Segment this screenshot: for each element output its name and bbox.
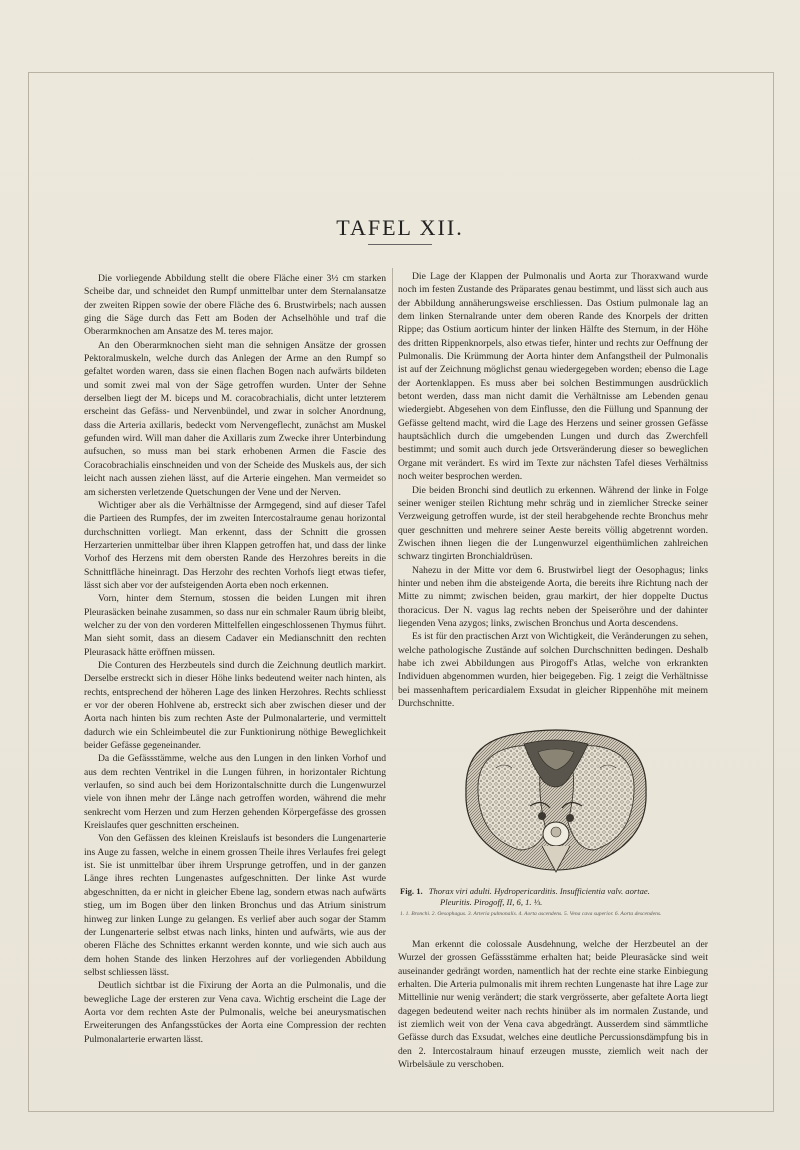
- paragraph: Die Lage der Klappen der Pulmonalis und Aorta zur Thoraxwand wurde noch im festen Zustande des Präparates genau bestimmt, und lässt sich auch aus der Abbildung annäherungsweise erschliessen. Das Ostium pulmonale lag an dem linken Sternalrande unter dem oberen Rande des Knorpels der dritten Rippe; das Ostium aorticum hinter der linken Hälfte des Sternum, in der Höhe des dritten Rippenknorpels, also etwas tiefer, hinter und rechts zur Oeffnung der Pulmonalis. Die Krümmung der Aorta hinter dem Anfangstheil der Pulmonalis ist auf der Zeichnung möglichst genau wiedergegeben worden; ebenso die Lage der Aortenklappen. Es muss aber bei solchen Bestimmungen ausdrücklich betont werden, dass man nicht damit die Verhältnisse am Lebenden genau wiedergiebt. Abgesehen von dem Einflusse, den die Füllung und Spannung der Gefässe geltend macht, wird die Lage des Herzens und seiner grossen Gefässe hauptsächlich durch die umgebenden Lungen und durch das Zwerchfell bestimmt; und somit auch durch jede Ortsveränderung dieser so beweglichen Organe mit verändert. Es wird im Texte zur nächsten Tafel dieses Verhältniss noch weiter besprochen werden.: [398, 271, 708, 483]
- paragraph: Da die Gefässstämme, welche aus den Lungen in den linken Vorhof und aus dem rechten Ventrikel in die Lungen führen, in horizontaler Richtung verlaufen, so sind auch bei dem Horizontalschnitte durch die Lungenwurzel viele von ihnen mehr der Länge nach getroffen worden, während die mehr senkrecht vom Herzen und zum Herzen gehenden Körpergefässe des grossen Kreislaufes quer geschnitten erscheinen.: [84, 753, 386, 832]
- figure-caption-line1: Thorax viri adulti. Hydropericarditis. Insufficientia valv. aortae.: [428, 886, 650, 896]
- figure-caption: [400, 886, 706, 918]
- paragraph: Nahezu in der Mitte vor dem 6. Brustwirbel liegt der Oesophagus; links hinter und neben ihm die absteigende Aorta, die bereits ihre Richtung nach der Mitte zu nimmt; zwischen beiden, grau markirt, der hier doppelte Ductus thoracicus. Der N. vagus lag rechts neben der Speiseröhre und der dahinter liegenden Vena azygos; links, zwischen Bronchus und Aorta descendens.: [398, 564, 708, 629]
- figure-caption-line2: Pleuritis. Pirogoff, II, 6, 1. ⅓.: [440, 897, 543, 907]
- paragraph: Vorn, hinter dem Sternum, stossen die beiden Lungen mit ihren Pleurasäcken beinahe zusammen, so dass nur ein schmaler Raum übrig bleibt, welcher zu der von den vorderen Mittelfellen eingeschlossenen Thymus führt. Man sieht somit, dass an diesem Cadaver ein Medianschnitt den rechten Pleurasack hätte eröffnen müssen.: [84, 593, 386, 658]
- figure-legend: 1. 1. Bronchi. 2. Oesophagus. 3. Arteria pulmonalis. 4. Aorta ascendens. 5. Vena cava superior. 6. Aorta descendens.: [400, 911, 662, 917]
- right-column: [398, 270, 708, 710]
- paragraph: Die beiden Bronchi sind deutlich zu erkennen. Während der linke in Folge seiner weniger steilen Richtung mehr schräg und in ziemlicher Strecke seiner Verzweigung getroffen wurde, ist der steil herabgehende rechte Bronchus mehr quer geschnitten und mehrere seiner Aeste bereits völlig abgetrennt worden. Zwischen ihnen liegen die der Lungenwurzel eigenthümlichen zahlreichen schwarz tingirten Bronchialdrüsen.: [398, 484, 708, 563]
- paragraph: Es ist für den practischen Arzt von Wichtigkeit, die Veränderungen zu sehen, welche pathologische Zustände auf solchen Durchschnitten bedingen. Deshalb habe ich zwei Abbildungen aus Pirogoff's Atlas, welche von erkrankten Individuen abgenommen wurden, hier beigegeben. Fig. 1 zeigt die Verhältnisse bei massenhaftem pericardialem Exsudat in gleicher Rippenhöhe mit meinem Durchschnitte.: [398, 631, 708, 709]
- paragraph: Deutlich sichtbar ist die Fixirung der Aorta an die Pulmonalis, und die bewegliche Lage der ersteren zur Vena cava. Wichtig erscheint die Lage der Aorta vor dem rechten Aste der Pulmonalis, welche bei aneurysmatischen Erweiterungen des Anfangsstückes der Aorta eine Compression der rechten Pulmonalarterie erwarten lässt.: [84, 980, 386, 1045]
- paragraph: An den Oberarmknochen sieht man die sehnigen Ansätze der grossen Pektoralmuskeln, welche durch das Anlegen der Arme an den Rumpf so gefaltet worden waren, dass sie einen flachen Bogen nach aufwärts bildeten und somit zwei mal von der Säge getroffen wurden. Unter der Sehne derselben liegt der M. biceps und M. coracobrachialis, dicht unter letzterem erscheint das Gefäss- und Nervenbündel, und zwar in solcher Anordnung, dass die Arteria axillaris, bedeckt vom Nervengeflecht, zunächst am Muskel gefunden wird. Will man daher die Axillaris zum Zwecke ihrer Unterbindung aufsuchen, so muss man bei stark erhobenen Armen die Fascie des Coracobrachialis einschneiden und von der Scheide des Muskels aus, der sich leicht nach aussen ziehen lässt, auf die Arterie eingehen. Man vermeidet so am sichersten verletzende Quetschungen der Vene und der Nerven.: [84, 339, 386, 498]
- column-divider: [392, 268, 393, 700]
- paragraph: Die vorliegende Abbildung stellt die obere Fläche einer 3½ cm starken Scheibe dar, und schneidet den Rumpf unmittelbar unter dem Sternalansatze der zweiten Rippen sowie der obere Fläche des 6. Brustwirbels; nach aussen ging die Säge durch das Fett am Boden der Achselhöhle und traf die Oberarmknochen am Ansatze des M. teres major.: [84, 273, 386, 338]
- figure-label: Fig. 1.: [400, 886, 423, 896]
- paragraph: Man erkennt die colossale Ausdehnung, welche der Herzbeutel an der Wurzel der grossen Gefässstämme erhalten hat; beide Pleurasäcke sind weit auseinander gedrängt worden, namentlich hat der rechte eine starke Einbiegung erhalten. Die Arteria pulmonalis mit ihrem rechten Lungenaste hat ihre Lage zur Mittellinie nur wenig verändert; die stark vergrösserte, aber gefaltete Aorta liegt dagegen bedeutend weiter nach rechts hinüber als im normalen Zustande, und ist ziemlich weit von der Vena cava abgedrängt. Ausserdem sind sämmtliche Gefässe durch das Exsudat, welches eine deutliche Percussionsdämpfung bis in den 2. Intercostalraum hinauf erzeugen musste, ziemlich weit nach der Wirbelsäule zu verschoben.: [398, 939, 708, 1071]
- title-rule: [368, 244, 432, 245]
- paragraph: Von den Gefässen des kleinen Kreislaufs ist besonders die Lungenarterie ins Auge zu fassen, welche in einem grossen Theile ihres Verlaufes frei gelegt ist. Sie ist unmittelbar über ihrem Ursprunge getroffen, und in der ganzen Länge ihres rechten Lungenastes aufgeschnitten. Der linke Ast wurde abgeschnitten, da er nicht in gleicher Ebene lag, sondern etwas nach aufwärts stieg, um im Bogen über den linken Bronchus und das Atrium sinistrum hinweg zur linken Lunge zu gelangen. Es verlief aber auch sogar der Stamm der Lungenarterie selbst etwas nach links, hinten und aufwärts, wie aus der oberen Fläche des Schnittes erkannt werden konnte, und wie sich auch aus dem hohen Stande des linken Herzohres auf der vorliegenden Abbildung selbst schliessen lässt.: [84, 833, 386, 978]
- left-column: [84, 272, 386, 1046]
- right-column-lower: [398, 938, 708, 1071]
- paragraph: Die Conturen des Herzbeutels sind durch die Zeichnung deutlich markirt. Derselbe erstreckt sich in dieser Höhe links bedeutend weiter nach hinten, als rechts, entsprechend der höheren Lage des linken Herzohres. Rechts schliesst er vor der oberen Hohlvene ab, erstreckt sich aber zwischen dieser und der Aorta nach hinten bis zum rechten Aste der Pulmonalarterie, und vermittelt dadurch wie ein Schleimbeutel die zur Funktionirung nöthige Beweglichkeit beider Gefässe gegeneinander.: [84, 659, 386, 752]
- thorax-cross-section-illustration: [446, 722, 666, 882]
- page-title: TAFEL XII.: [336, 215, 464, 240]
- paragraph: Wichtiger aber als die Verhältnisse der Armgegend, sind auf dieser Tafel die Partieen des Rumpfes, der im zweiten Intercostalraume genau horizontal durchschnitten vorliegt. Man erkennt, dass der Schnitt die grossen Herzarterien unmittelbar über ihren Klappen getroffen hat, und dass der linke Vorhof des Herzens mit dem obersten Rande des Herzohres bereits in die Schnittfläche hineinragt. Das Herzohr des rechten Vorhofs liegt etwas tiefer, lässt sich aber vor der aufsteigenden Aorta eben noch erkennen.: [84, 499, 386, 591]
